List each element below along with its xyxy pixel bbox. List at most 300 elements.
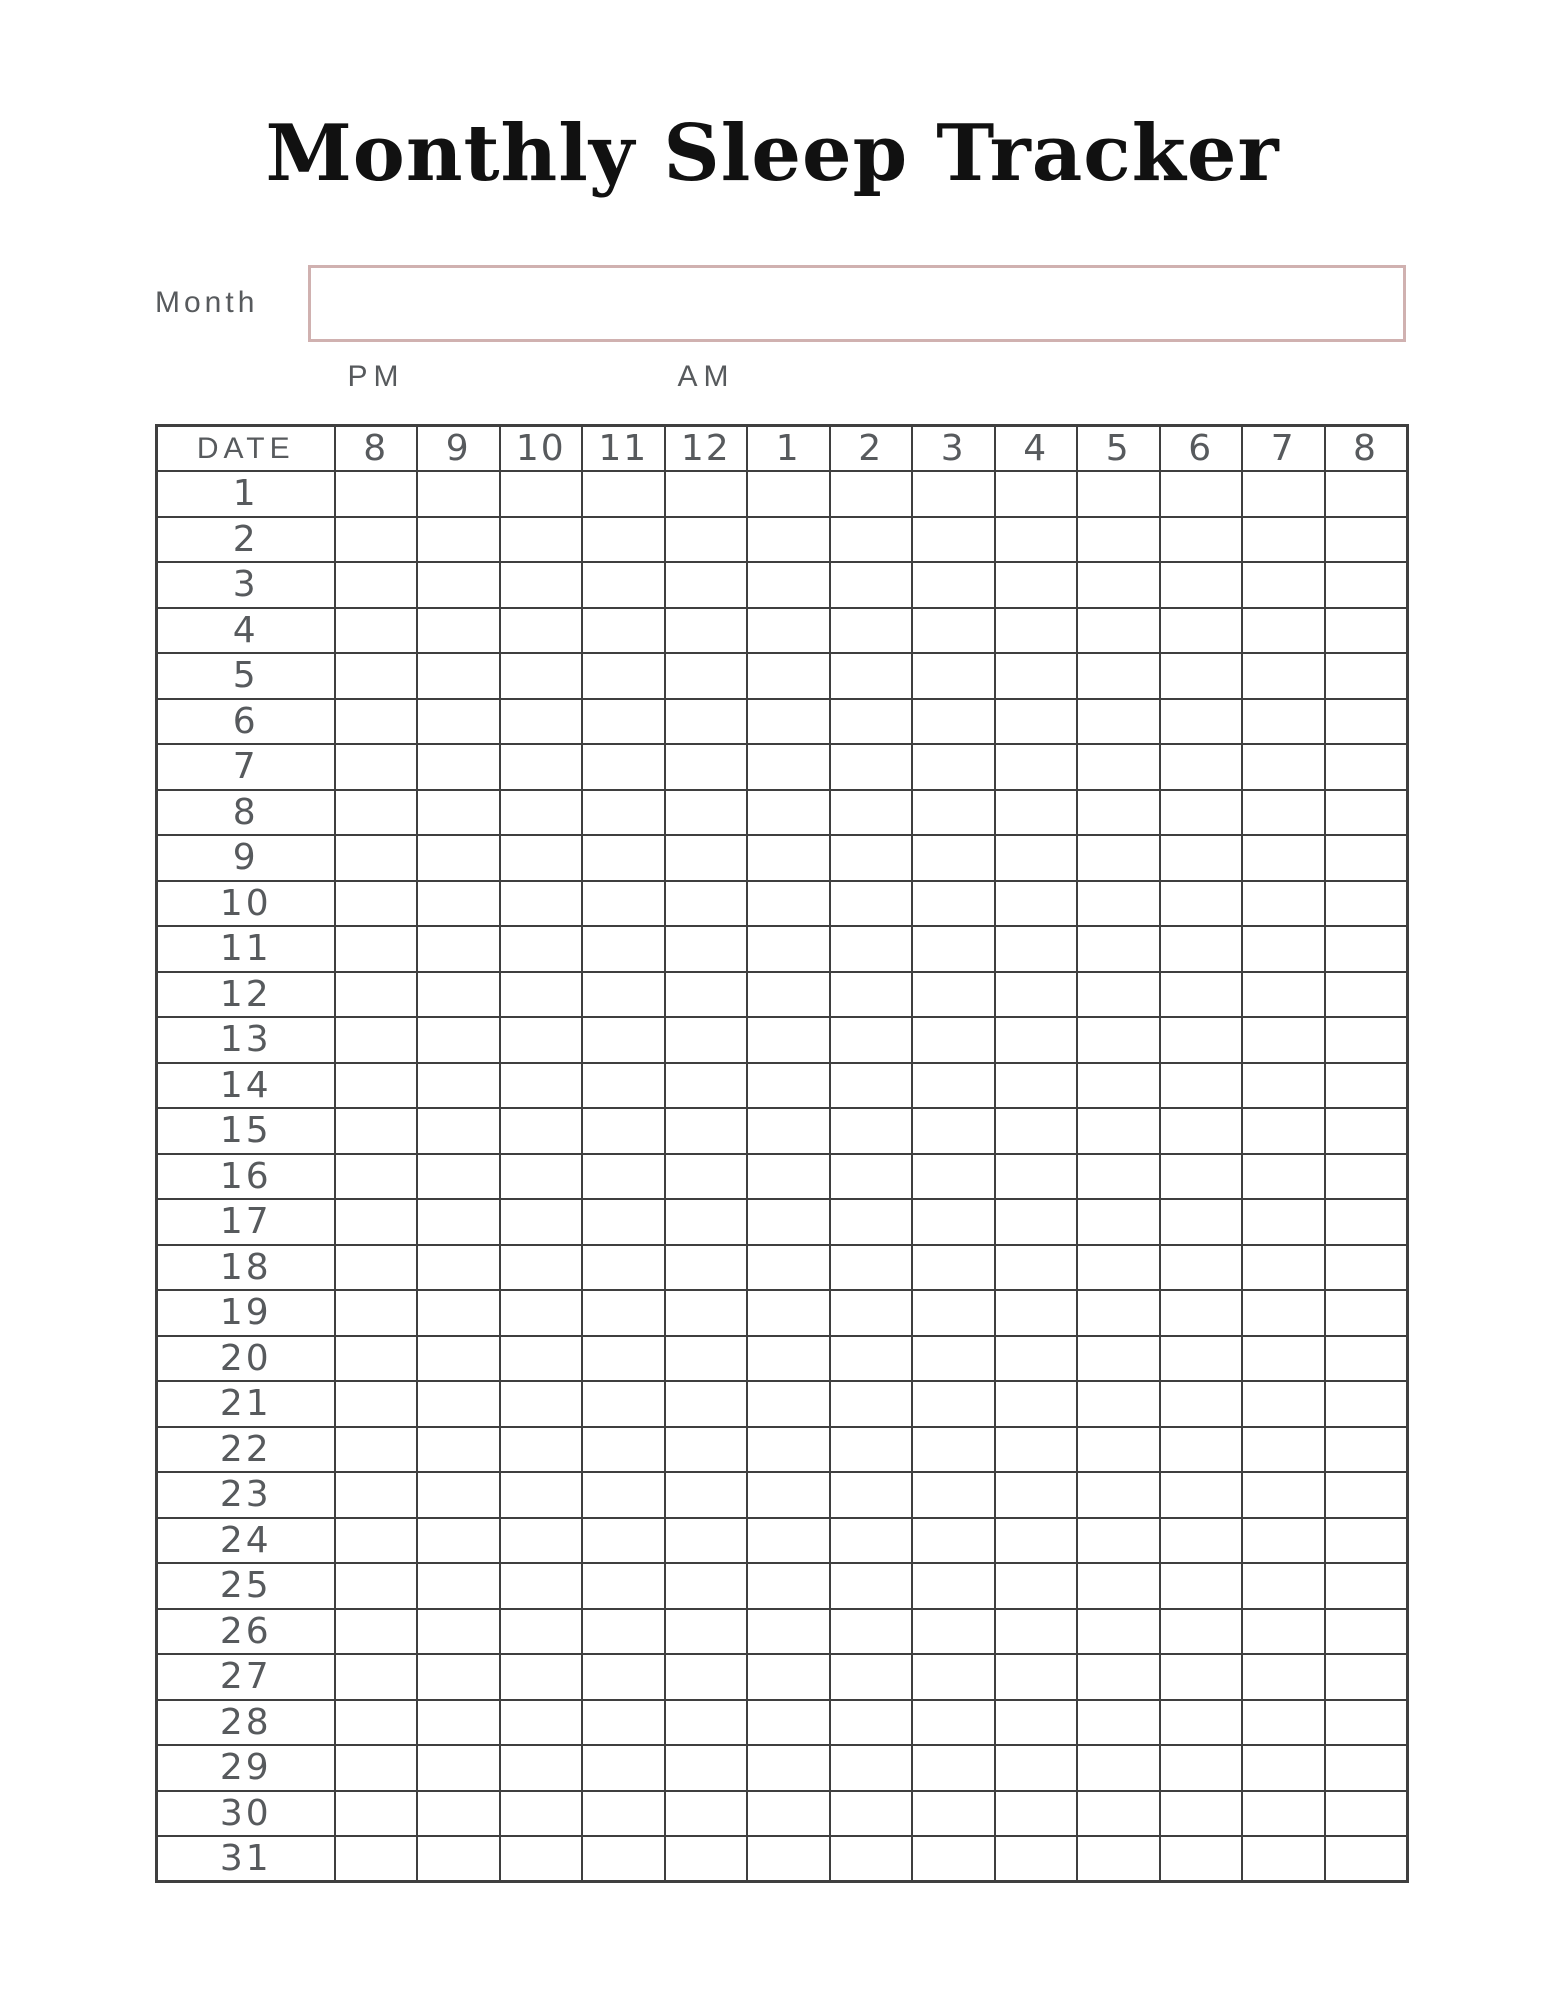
sleep-hour-cell[interactable]: [582, 1700, 665, 1746]
sleep-hour-cell[interactable]: [1160, 1745, 1243, 1791]
sleep-hour-cell[interactable]: [747, 1700, 830, 1746]
sleep-hour-cell[interactable]: [500, 1745, 583, 1791]
sleep-hour-cell[interactable]: [747, 881, 830, 927]
sleep-hour-cell[interactable]: [417, 699, 500, 745]
sleep-hour-cell[interactable]: [830, 926, 913, 972]
sleep-hour-cell[interactable]: [582, 744, 665, 790]
sleep-hour-cell[interactable]: [1160, 1427, 1243, 1473]
sleep-hour-cell[interactable]: [1325, 1108, 1408, 1154]
sleep-hour-cell[interactable]: [747, 653, 830, 699]
sleep-hour-cell[interactable]: [1325, 517, 1408, 563]
sleep-hour-cell[interactable]: [1325, 835, 1408, 881]
sleep-hour-cell[interactable]: [500, 1108, 583, 1154]
sleep-hour-cell[interactable]: [830, 1063, 913, 1109]
sleep-hour-cell[interactable]: [830, 1791, 913, 1837]
sleep-hour-cell[interactable]: [1077, 790, 1160, 836]
sleep-hour-cell[interactable]: [995, 881, 1078, 927]
sleep-hour-cell[interactable]: [665, 881, 748, 927]
sleep-hour-cell[interactable]: [500, 835, 583, 881]
sleep-hour-cell[interactable]: [995, 972, 1078, 1018]
sleep-hour-cell[interactable]: [912, 471, 995, 517]
sleep-hour-cell[interactable]: [995, 1836, 1078, 1882]
sleep-hour-cell[interactable]: [1160, 608, 1243, 654]
sleep-hour-cell[interactable]: [335, 1791, 418, 1837]
sleep-hour-cell[interactable]: [747, 835, 830, 881]
sleep-hour-cell[interactable]: [582, 562, 665, 608]
sleep-hour-cell[interactable]: [995, 926, 1078, 972]
sleep-hour-cell[interactable]: [912, 1654, 995, 1700]
sleep-hour-cell[interactable]: [665, 1427, 748, 1473]
sleep-hour-cell[interactable]: [912, 1745, 995, 1791]
sleep-hour-cell[interactable]: [1242, 1427, 1325, 1473]
sleep-hour-cell[interactable]: [747, 1654, 830, 1700]
sleep-hour-cell[interactable]: [747, 471, 830, 517]
sleep-hour-cell[interactable]: [1077, 1836, 1160, 1882]
sleep-hour-cell[interactable]: [830, 1336, 913, 1382]
sleep-hour-cell[interactable]: [1242, 1745, 1325, 1791]
sleep-hour-cell[interactable]: [830, 1290, 913, 1336]
sleep-hour-cell[interactable]: [665, 1745, 748, 1791]
sleep-hour-cell[interactable]: [830, 881, 913, 927]
sleep-hour-cell[interactable]: [912, 562, 995, 608]
sleep-hour-cell[interactable]: [335, 1563, 418, 1609]
sleep-hour-cell[interactable]: [335, 517, 418, 563]
sleep-hour-cell[interactable]: [1325, 1791, 1408, 1837]
sleep-hour-cell[interactable]: [1325, 1290, 1408, 1336]
sleep-hour-cell[interactable]: [830, 1472, 913, 1518]
sleep-hour-cell[interactable]: [665, 1017, 748, 1063]
sleep-hour-cell[interactable]: [1160, 881, 1243, 927]
sleep-hour-cell[interactable]: [1242, 1791, 1325, 1837]
sleep-hour-cell[interactable]: [747, 1290, 830, 1336]
sleep-hour-cell[interactable]: [912, 1518, 995, 1564]
sleep-hour-cell[interactable]: [995, 1745, 1078, 1791]
sleep-hour-cell[interactable]: [417, 1199, 500, 1245]
sleep-hour-cell[interactable]: [335, 1472, 418, 1518]
sleep-hour-cell[interactable]: [335, 653, 418, 699]
sleep-hour-cell[interactable]: [417, 562, 500, 608]
sleep-hour-cell[interactable]: [1242, 1563, 1325, 1609]
sleep-hour-cell[interactable]: [665, 1654, 748, 1700]
sleep-hour-cell[interactable]: [830, 1108, 913, 1154]
sleep-hour-cell[interactable]: [830, 835, 913, 881]
sleep-hour-cell[interactable]: [912, 517, 995, 563]
sleep-hour-cell[interactable]: [747, 562, 830, 608]
sleep-hour-cell[interactable]: [995, 1245, 1078, 1291]
sleep-hour-cell[interactable]: [335, 1609, 418, 1655]
sleep-hour-cell[interactable]: [912, 1290, 995, 1336]
sleep-hour-cell[interactable]: [1077, 1381, 1160, 1427]
sleep-hour-cell[interactable]: [1160, 1472, 1243, 1518]
month-input[interactable]: [308, 265, 1406, 342]
sleep-hour-cell[interactable]: [335, 835, 418, 881]
sleep-hour-cell[interactable]: [582, 1427, 665, 1473]
sleep-hour-cell[interactable]: [1325, 1017, 1408, 1063]
sleep-hour-cell[interactable]: [665, 1154, 748, 1200]
sleep-hour-cell[interactable]: [1160, 1836, 1243, 1882]
sleep-hour-cell[interactable]: [1242, 835, 1325, 881]
sleep-hour-cell[interactable]: [417, 1427, 500, 1473]
sleep-hour-cell[interactable]: [500, 1063, 583, 1109]
sleep-hour-cell[interactable]: [335, 1336, 418, 1382]
sleep-hour-cell[interactable]: [1242, 1290, 1325, 1336]
sleep-hour-cell[interactable]: [1160, 1336, 1243, 1382]
sleep-hour-cell[interactable]: [912, 835, 995, 881]
sleep-hour-cell[interactable]: [1242, 1472, 1325, 1518]
sleep-hour-cell[interactable]: [665, 1518, 748, 1564]
sleep-hour-cell[interactable]: [995, 608, 1078, 654]
sleep-hour-cell[interactable]: [1160, 1700, 1243, 1746]
sleep-hour-cell[interactable]: [1325, 1154, 1408, 1200]
sleep-hour-cell[interactable]: [1160, 1245, 1243, 1291]
sleep-hour-cell[interactable]: [912, 1609, 995, 1655]
sleep-hour-cell[interactable]: [1160, 1199, 1243, 1245]
sleep-hour-cell[interactable]: [747, 1199, 830, 1245]
sleep-hour-cell[interactable]: [1325, 1381, 1408, 1427]
sleep-hour-cell[interactable]: [1077, 1427, 1160, 1473]
sleep-hour-cell[interactable]: [1325, 1472, 1408, 1518]
sleep-hour-cell[interactable]: [1325, 1654, 1408, 1700]
sleep-hour-cell[interactable]: [830, 1745, 913, 1791]
sleep-hour-cell[interactable]: [582, 1836, 665, 1882]
sleep-hour-cell[interactable]: [500, 471, 583, 517]
sleep-hour-cell[interactable]: [747, 1245, 830, 1291]
sleep-hour-cell[interactable]: [417, 517, 500, 563]
sleep-hour-cell[interactable]: [1160, 1791, 1243, 1837]
sleep-hour-cell[interactable]: [500, 1836, 583, 1882]
sleep-hour-cell[interactable]: [747, 699, 830, 745]
sleep-hour-cell[interactable]: [500, 1336, 583, 1382]
sleep-hour-cell[interactable]: [830, 1017, 913, 1063]
sleep-hour-cell[interactable]: [747, 1381, 830, 1427]
sleep-hour-cell[interactable]: [1160, 653, 1243, 699]
sleep-hour-cell[interactable]: [1325, 1745, 1408, 1791]
sleep-hour-cell[interactable]: [582, 1563, 665, 1609]
sleep-hour-cell[interactable]: [582, 881, 665, 927]
sleep-hour-cell[interactable]: [1077, 1518, 1160, 1564]
sleep-hour-cell[interactable]: [582, 926, 665, 972]
sleep-hour-cell[interactable]: [1077, 926, 1160, 972]
sleep-hour-cell[interactable]: [995, 835, 1078, 881]
sleep-hour-cell[interactable]: [1242, 1017, 1325, 1063]
sleep-hour-cell[interactable]: [335, 1017, 418, 1063]
sleep-hour-cell[interactable]: [1160, 699, 1243, 745]
sleep-hour-cell[interactable]: [1077, 471, 1160, 517]
sleep-hour-cell[interactable]: [1242, 653, 1325, 699]
sleep-hour-cell[interactable]: [335, 1700, 418, 1746]
sleep-hour-cell[interactable]: [995, 699, 1078, 745]
sleep-hour-cell[interactable]: [665, 1108, 748, 1154]
sleep-hour-cell[interactable]: [1077, 1336, 1160, 1382]
sleep-hour-cell[interactable]: [912, 1427, 995, 1473]
sleep-hour-cell[interactable]: [335, 1108, 418, 1154]
sleep-hour-cell[interactable]: [1160, 1017, 1243, 1063]
sleep-hour-cell[interactable]: [1160, 1381, 1243, 1427]
sleep-hour-cell[interactable]: [1325, 1427, 1408, 1473]
sleep-hour-cell[interactable]: [1160, 972, 1243, 1018]
sleep-hour-cell[interactable]: [417, 1017, 500, 1063]
sleep-hour-cell[interactable]: [912, 790, 995, 836]
sleep-hour-cell[interactable]: [582, 517, 665, 563]
sleep-hour-cell[interactable]: [665, 1063, 748, 1109]
sleep-hour-cell[interactable]: [912, 1836, 995, 1882]
sleep-hour-cell[interactable]: [747, 1563, 830, 1609]
sleep-hour-cell[interactable]: [417, 471, 500, 517]
sleep-hour-cell[interactable]: [1325, 881, 1408, 927]
sleep-hour-cell[interactable]: [500, 1427, 583, 1473]
sleep-hour-cell[interactable]: [500, 608, 583, 654]
sleep-hour-cell[interactable]: [747, 790, 830, 836]
sleep-hour-cell[interactable]: [665, 835, 748, 881]
sleep-hour-cell[interactable]: [665, 517, 748, 563]
sleep-hour-cell[interactable]: [830, 1245, 913, 1291]
sleep-hour-cell[interactable]: [500, 517, 583, 563]
sleep-hour-cell[interactable]: [335, 1427, 418, 1473]
sleep-hour-cell[interactable]: [500, 1199, 583, 1245]
sleep-hour-cell[interactable]: [830, 1427, 913, 1473]
sleep-hour-cell[interactable]: [912, 1336, 995, 1382]
sleep-hour-cell[interactable]: [417, 1563, 500, 1609]
sleep-hour-cell[interactable]: [582, 608, 665, 654]
sleep-hour-cell[interactable]: [1077, 881, 1160, 927]
sleep-hour-cell[interactable]: [912, 1017, 995, 1063]
sleep-hour-cell[interactable]: [912, 972, 995, 1018]
sleep-hour-cell[interactable]: [582, 1154, 665, 1200]
sleep-hour-cell[interactable]: [417, 608, 500, 654]
sleep-hour-cell[interactable]: [1160, 1654, 1243, 1700]
sleep-hour-cell[interactable]: [417, 1245, 500, 1291]
sleep-hour-cell[interactable]: [1242, 881, 1325, 927]
sleep-hour-cell[interactable]: [500, 1017, 583, 1063]
sleep-hour-cell[interactable]: [1242, 471, 1325, 517]
sleep-hour-cell[interactable]: [500, 972, 583, 1018]
sleep-hour-cell[interactable]: [912, 1472, 995, 1518]
sleep-hour-cell[interactable]: [912, 1199, 995, 1245]
sleep-hour-cell[interactable]: [1160, 1290, 1243, 1336]
sleep-hour-cell[interactable]: [1160, 562, 1243, 608]
sleep-hour-cell[interactable]: [1242, 1063, 1325, 1109]
sleep-hour-cell[interactable]: [335, 1199, 418, 1245]
sleep-hour-cell[interactable]: [1325, 562, 1408, 608]
sleep-hour-cell[interactable]: [995, 1563, 1078, 1609]
sleep-hour-cell[interactable]: [335, 1381, 418, 1427]
sleep-hour-cell[interactable]: [1160, 744, 1243, 790]
sleep-hour-cell[interactable]: [335, 471, 418, 517]
sleep-hour-cell[interactable]: [500, 1154, 583, 1200]
sleep-hour-cell[interactable]: [830, 1563, 913, 1609]
sleep-hour-cell[interactable]: [582, 1518, 665, 1564]
sleep-hour-cell[interactable]: [912, 1791, 995, 1837]
sleep-hour-cell[interactable]: [665, 1336, 748, 1382]
sleep-hour-cell[interactable]: [995, 653, 1078, 699]
sleep-hour-cell[interactable]: [1160, 471, 1243, 517]
sleep-hour-cell[interactable]: [1242, 608, 1325, 654]
sleep-hour-cell[interactable]: [747, 1472, 830, 1518]
sleep-hour-cell[interactable]: [1242, 1245, 1325, 1291]
sleep-hour-cell[interactable]: [1325, 1563, 1408, 1609]
sleep-hour-cell[interactable]: [417, 1518, 500, 1564]
sleep-hour-cell[interactable]: [417, 653, 500, 699]
sleep-hour-cell[interactable]: [417, 1791, 500, 1837]
sleep-hour-cell[interactable]: [747, 1836, 830, 1882]
sleep-hour-cell[interactable]: [582, 1017, 665, 1063]
sleep-hour-cell[interactable]: [1242, 926, 1325, 972]
sleep-hour-cell[interactable]: [1077, 1654, 1160, 1700]
sleep-hour-cell[interactable]: [500, 744, 583, 790]
sleep-hour-cell[interactable]: [1077, 1609, 1160, 1655]
sleep-hour-cell[interactable]: [1077, 1290, 1160, 1336]
sleep-hour-cell[interactable]: [1242, 744, 1325, 790]
sleep-hour-cell[interactable]: [1325, 1063, 1408, 1109]
sleep-hour-cell[interactable]: [1242, 1154, 1325, 1200]
sleep-hour-cell[interactable]: [830, 1609, 913, 1655]
sleep-hour-cell[interactable]: [1160, 517, 1243, 563]
sleep-hour-cell[interactable]: [995, 562, 1078, 608]
sleep-hour-cell[interactable]: [665, 653, 748, 699]
sleep-hour-cell[interactable]: [1077, 1017, 1160, 1063]
sleep-hour-cell[interactable]: [912, 1245, 995, 1291]
sleep-hour-cell[interactable]: [830, 1154, 913, 1200]
sleep-hour-cell[interactable]: [417, 1836, 500, 1882]
sleep-hour-cell[interactable]: [830, 1654, 913, 1700]
sleep-hour-cell[interactable]: [335, 1518, 418, 1564]
sleep-hour-cell[interactable]: [417, 835, 500, 881]
sleep-hour-cell[interactable]: [912, 653, 995, 699]
sleep-hour-cell[interactable]: [1077, 1472, 1160, 1518]
sleep-hour-cell[interactable]: [995, 1472, 1078, 1518]
sleep-hour-cell[interactable]: [1160, 1108, 1243, 1154]
sleep-hour-cell[interactable]: [665, 1199, 748, 1245]
sleep-hour-cell[interactable]: [665, 1563, 748, 1609]
sleep-hour-cell[interactable]: [1325, 471, 1408, 517]
sleep-hour-cell[interactable]: [665, 790, 748, 836]
sleep-hour-cell[interactable]: [417, 1381, 500, 1427]
sleep-hour-cell[interactable]: [1325, 1245, 1408, 1291]
sleep-hour-cell[interactable]: [1242, 699, 1325, 745]
sleep-hour-cell[interactable]: [1077, 1563, 1160, 1609]
sleep-hour-cell[interactable]: [1325, 1336, 1408, 1382]
sleep-hour-cell[interactable]: [995, 1336, 1078, 1382]
sleep-hour-cell[interactable]: [500, 926, 583, 972]
sleep-hour-cell[interactable]: [1242, 1654, 1325, 1700]
sleep-hour-cell[interactable]: [747, 926, 830, 972]
sleep-hour-cell[interactable]: [1160, 1609, 1243, 1655]
sleep-hour-cell[interactable]: [417, 1154, 500, 1200]
sleep-hour-cell[interactable]: [1160, 790, 1243, 836]
sleep-hour-cell[interactable]: [665, 608, 748, 654]
sleep-hour-cell[interactable]: [995, 1063, 1078, 1109]
sleep-hour-cell[interactable]: [747, 1609, 830, 1655]
sleep-hour-cell[interactable]: [995, 517, 1078, 563]
sleep-hour-cell[interactable]: [912, 1563, 995, 1609]
sleep-hour-cell[interactable]: [417, 881, 500, 927]
sleep-hour-cell[interactable]: [830, 972, 913, 1018]
sleep-hour-cell[interactable]: [335, 1654, 418, 1700]
sleep-hour-cell[interactable]: [995, 1290, 1078, 1336]
sleep-hour-cell[interactable]: [582, 1609, 665, 1655]
sleep-hour-cell[interactable]: [1077, 1063, 1160, 1109]
sleep-hour-cell[interactable]: [1160, 835, 1243, 881]
sleep-hour-cell[interactable]: [1242, 1700, 1325, 1746]
sleep-hour-cell[interactable]: [1325, 1700, 1408, 1746]
sleep-hour-cell[interactable]: [1325, 699, 1408, 745]
sleep-hour-cell[interactable]: [1242, 1518, 1325, 1564]
sleep-hour-cell[interactable]: [830, 790, 913, 836]
sleep-hour-cell[interactable]: [1077, 1154, 1160, 1200]
sleep-hour-cell[interactable]: [747, 517, 830, 563]
sleep-hour-cell[interactable]: [1077, 1745, 1160, 1791]
sleep-hour-cell[interactable]: [995, 744, 1078, 790]
sleep-hour-cell[interactable]: [500, 1518, 583, 1564]
sleep-hour-cell[interactable]: [1160, 1154, 1243, 1200]
sleep-hour-cell[interactable]: [417, 1290, 500, 1336]
sleep-hour-cell[interactable]: [995, 1654, 1078, 1700]
sleep-hour-cell[interactable]: [912, 1154, 995, 1200]
sleep-hour-cell[interactable]: [830, 1199, 913, 1245]
sleep-hour-cell[interactable]: [500, 1654, 583, 1700]
sleep-hour-cell[interactable]: [912, 1381, 995, 1427]
sleep-hour-cell[interactable]: [335, 1245, 418, 1291]
sleep-hour-cell[interactable]: [582, 1199, 665, 1245]
sleep-hour-cell[interactable]: [500, 881, 583, 927]
sleep-hour-cell[interactable]: [830, 653, 913, 699]
sleep-hour-cell[interactable]: [500, 1472, 583, 1518]
sleep-hour-cell[interactable]: [1325, 1609, 1408, 1655]
sleep-hour-cell[interactable]: [912, 926, 995, 972]
sleep-hour-cell[interactable]: [912, 1700, 995, 1746]
sleep-hour-cell[interactable]: [995, 1381, 1078, 1427]
sleep-hour-cell[interactable]: [665, 1472, 748, 1518]
sleep-hour-cell[interactable]: [1325, 744, 1408, 790]
sleep-hour-cell[interactable]: [1077, 1199, 1160, 1245]
sleep-hour-cell[interactable]: [912, 744, 995, 790]
sleep-hour-cell[interactable]: [747, 1518, 830, 1564]
sleep-hour-cell[interactable]: [747, 1791, 830, 1837]
sleep-hour-cell[interactable]: [417, 972, 500, 1018]
sleep-hour-cell[interactable]: [830, 562, 913, 608]
sleep-hour-cell[interactable]: [665, 1609, 748, 1655]
sleep-hour-cell[interactable]: [500, 1381, 583, 1427]
sleep-hour-cell[interactable]: [665, 1245, 748, 1291]
sleep-hour-cell[interactable]: [995, 1017, 1078, 1063]
sleep-hour-cell[interactable]: [335, 1836, 418, 1882]
sleep-hour-cell[interactable]: [582, 1336, 665, 1382]
sleep-hour-cell[interactable]: [665, 972, 748, 1018]
sleep-hour-cell[interactable]: [912, 1063, 995, 1109]
sleep-hour-cell[interactable]: [830, 1381, 913, 1427]
sleep-hour-cell[interactable]: [582, 1063, 665, 1109]
sleep-hour-cell[interactable]: [417, 1609, 500, 1655]
sleep-hour-cell[interactable]: [995, 1427, 1078, 1473]
sleep-hour-cell[interactable]: [582, 1791, 665, 1837]
sleep-hour-cell[interactable]: [582, 1654, 665, 1700]
sleep-hour-cell[interactable]: [995, 1154, 1078, 1200]
sleep-hour-cell[interactable]: [665, 1381, 748, 1427]
sleep-hour-cell[interactable]: [417, 1745, 500, 1791]
sleep-hour-cell[interactable]: [830, 744, 913, 790]
sleep-hour-cell[interactable]: [417, 926, 500, 972]
sleep-hour-cell[interactable]: [335, 881, 418, 927]
sleep-hour-cell[interactable]: [1160, 1518, 1243, 1564]
sleep-hour-cell[interactable]: [335, 1745, 418, 1791]
sleep-hour-cell[interactable]: [747, 1745, 830, 1791]
sleep-hour-cell[interactable]: [417, 1336, 500, 1382]
sleep-hour-cell[interactable]: [665, 1791, 748, 1837]
sleep-hour-cell[interactable]: [1242, 1836, 1325, 1882]
sleep-hour-cell[interactable]: [830, 1518, 913, 1564]
sleep-hour-cell[interactable]: [417, 1700, 500, 1746]
sleep-hour-cell[interactable]: [912, 1108, 995, 1154]
